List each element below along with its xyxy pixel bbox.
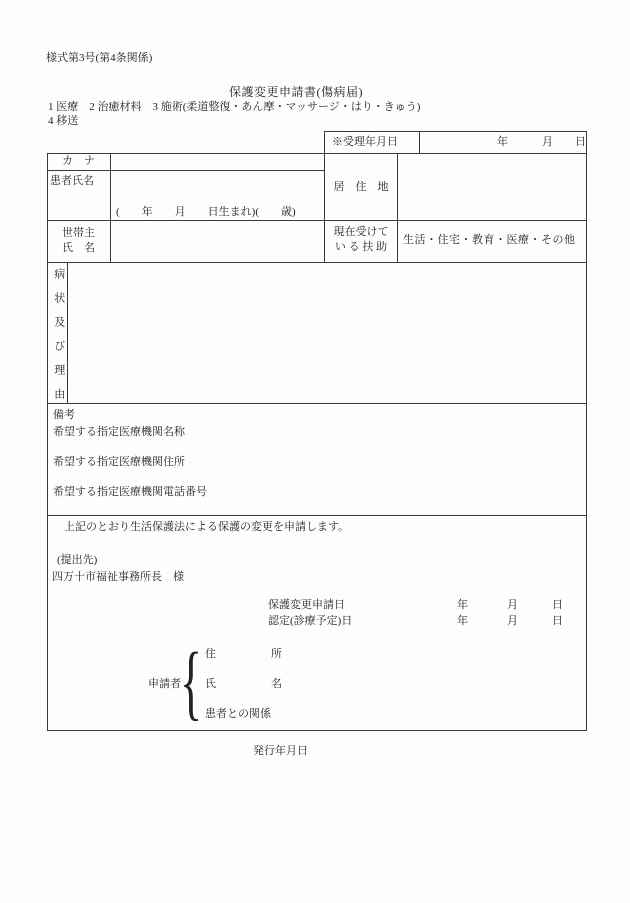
condition-bottom-divider	[47, 403, 587, 404]
birthdate-note: ( 年 月 日生まれ)( 歳)	[116, 206, 296, 218]
householder-label-line2: 氏 名	[62, 242, 95, 254]
householder-label-line1: 世帯主	[62, 227, 95, 239]
current-aid-label-line2: い る 扶 助	[334, 241, 388, 253]
receipt-year-label: 年	[497, 136, 508, 148]
top-band-bottom-divider	[47, 262, 587, 263]
condition-label-column-divider	[67, 262, 68, 403]
desired-institution-address-label: 希望する指定医療機関住所	[53, 456, 185, 468]
desired-institution-phone-label: 希望する指定医療機関電話番号	[53, 486, 207, 498]
applicant-name-label: 氏 名	[205, 678, 282, 690]
application-statement: 上記のとおり生活保護法による保護の変更を申請します。	[64, 521, 350, 533]
kana-label: カ ナ	[62, 155, 95, 167]
category-line-1: 1 医療 2 治癒材料 3 施術(柔道整復・あん摩・マッサージ・はり・きゅう)	[48, 101, 421, 113]
condition-reason-label: 病状及び理由	[52, 268, 65, 412]
patient-name-label: 患者氏名	[50, 175, 94, 187]
applicant-label: 申請者	[148, 678, 181, 690]
residence-label-column-divider	[397, 153, 398, 262]
remarks-label: 備考	[53, 409, 75, 421]
kana-row-divider	[47, 170, 324, 171]
receipt-month-label: 月	[542, 136, 553, 148]
approval-date-day: 日	[552, 615, 563, 627]
category-line-2: 4 移送	[48, 115, 79, 127]
approval-date-year: 年	[457, 615, 468, 627]
form-number: 様式第3号(第4条関係)	[46, 52, 153, 64]
page-title: 保護変更申請書(傷病届)	[229, 85, 363, 99]
approval-date-label: 認定(診療予定)日	[268, 615, 353, 627]
aid-options: 生活・住宅・教育・医療・その他	[403, 234, 576, 246]
applicant-relationship-label: 患者との関係	[205, 708, 271, 720]
applicant-address-label: 住 所	[205, 648, 282, 660]
application-date-year: 年	[457, 599, 468, 611]
patient-label-column-divider	[110, 153, 111, 262]
approval-date-month: 月	[507, 615, 518, 627]
remarks-bottom-divider	[47, 515, 587, 516]
residence-label: 居 住 地	[333, 181, 389, 193]
current-aid-label-line1: 現在受けて	[333, 226, 389, 238]
application-date-label: 保護変更申請日	[268, 599, 345, 611]
submit-to-label: (提出先)	[57, 554, 98, 566]
receipt-box-divider	[419, 131, 420, 154]
receipt-date-label: ※受理年月日	[332, 136, 398, 148]
applicant-brace-glyph: {	[180, 636, 203, 729]
receipt-day-label: 日	[575, 136, 586, 148]
application-date-month: 月	[507, 599, 518, 611]
issue-date-label: 発行年月日	[253, 745, 308, 757]
name-row-divider	[47, 220, 587, 221]
submit-to-recipient: 四万十市福祉事務所長 様	[52, 571, 184, 583]
application-date-day: 日	[552, 599, 563, 611]
desired-institution-name-label: 希望する指定医療機関名称	[53, 426, 185, 438]
